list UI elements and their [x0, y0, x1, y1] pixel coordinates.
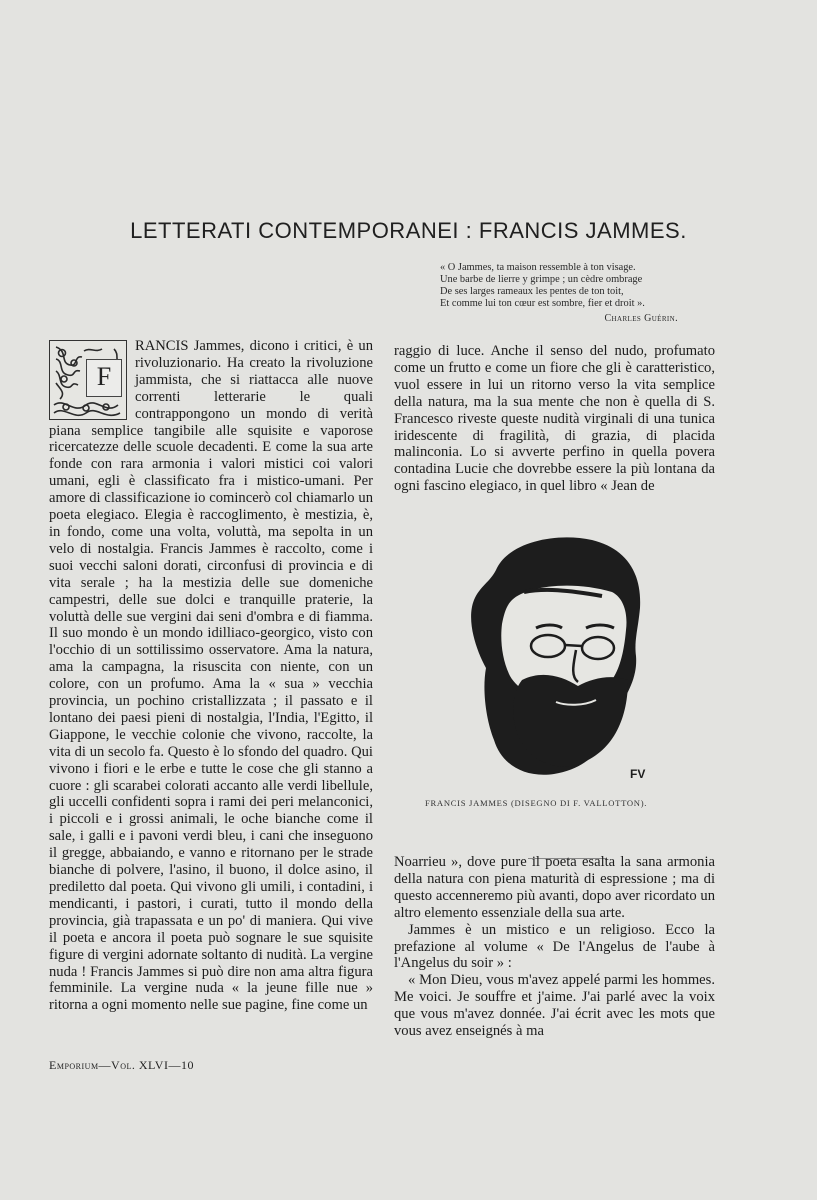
epigraph-line: De ses larges rameaux les pentes de ton toit, — [440, 286, 624, 297]
figure-caption: FRANCIS JAMMES (DISEGNO DI F. VALLOTTON). — [425, 798, 648, 808]
right-column-bottom — [394, 854, 715, 1040]
portrait-woodcut — [452, 530, 657, 788]
article-title: LETTERATI CONTEMPORANEI : FRANCIS JAMMES. — [130, 217, 687, 243]
epigraph-author: Charles Guérin. — [604, 313, 678, 324]
right-column-paragraph: Jammes è un mistico e un religioso. Ecco la prefazione al volume « De l'Angelus de l'aube à l'Angelus du soir » : — [394, 921, 715, 972]
right-column-top-text: raggio di luce. Anche il senso del nudo, profumato come un frutto e come un fiore che gli è caratteristico, vuol essere in lui un ritorno verso la vita semplice della natura, ma la sua mente che non è quella di S. Francesco riveste queste nudità virginali di una tunica iridescente di fragilità, di grazia, di placida malinconia. Lo si avverte perfino in quella povera contadina Lucie che dovrebbe essere la più lontana da ogni fascino elegiaco, in quel libro « Jean de — [394, 343, 715, 495]
epigraph-line: « O Jammes, ta maison ressemble à ton visage. — [440, 262, 636, 273]
right-column-paragraph: Noarrieu », dove pure il poeta esalta la sana armonia della natura con piena maturità di espressione ; ma di questo accenneremo più avanti, dopo aver ricordato un altro elemento essenziale della sua arte. — [394, 854, 715, 921]
page-footer: Emporium—Vol. XLVI—10 — [49, 1058, 194, 1072]
left-column-text: RANCIS Jammes, dicono i critici, è un rivoluzionario. Ha creato la rivoluzione jammista, che si riattacca alle nuove correnti letterarie le quali contrappongono un mondo di verità piana semplice tangibile alle squisite e vaporose ricercatezze delle scuole decadenti. E come la sua arte fonde con rara armonia i valori mistici coi valori umani, egli è classificato fra i mistico-umani. Per amore di classificazione io comincerò col chiamarlo un poeta elegiaco. Elegia è raccoglimento, è mestizia, è, in fondo, come una volta, voluttà, ma sepolta in un velo di nostalgia. Francis Jammes è raccolto, come i suoi vecchi saloni dorati, circonfusi di provincia e di vita serale ; ha la mestizia delle sue domeniche campestri, delle sue dolci e tranquille praterie, la voluttà delle sue vergini dai seni d'ombra e di fiamma. Il suo mondo è un mondo idilliaco-georgico, visto con l'occhio di un sottilissimo osservatore. Ama la natura, ama la campagna, la risuscita con niente, con un colore, con un profumo. Ama la « sua » vecchia provincia, un pochino cristallizzata ; il passato e il lontano dei paesi pieni di nostalgia, l'India, l'Egitto, il Giappone, le vecchie colonie che vivono, raccolte, la vita di un secolo fa. Questo è lo sfondo del quadro. Qui vivono i fiori e le erbe e tutte le cose che gli stanno a cuore : gli scarabei colorati accanto alle verdi libellule, gli uccelli confidenti sopra i rami dei peri melanconici, i piccoli e i grossi animali, le oche bianche come il sale, i galli e i pavoni verdi bleu, i cani che inseguono il gregge, abbaiando, e vanno e ritornano per le strade bianche di polvere, l'asino, il buono, il dolce asino, il prediletto dal poeta. Qui vivono gli umili, i contadini, i mendicanti, i pastori, i curati, tutto il mondo della provincia, già trapassata e un po' di maniera. Qui vive il poeta e ancora il poeta può sognare le sue squisite figure di vergini adornate soltanto di nudità. La vergine nuda ! Francis Jammes si può dire non ama altra figura femminile. La vergine nuda « la jeune fille nue » ritorna a ogni momento nelle sue pagine, fine come un — [49, 338, 373, 1014]
right-column-paragraph: « Mon Dieu, vous m'avez appelé parmi les hommes. Me voici. Je souffre et j'aime. J'ai parlé avec la voix que vous m'avez donnée. J'ai écrit avec les mots que vous avez enseignés à ma — [394, 972, 715, 1040]
epigraph — [440, 262, 700, 325]
ornamental-initial — [49, 340, 127, 420]
monogram: FV — [630, 767, 646, 781]
right-column-top — [394, 343, 715, 495]
epigraph-line: Et comme lui ton cœur est sombre, fier et droit ». — [440, 298, 645, 309]
left-column — [49, 338, 373, 1014]
dropcap-letter: F — [86, 359, 122, 397]
epigraph-line: Une barbe de lierre y grimpe ; un cèdre ombrage — [440, 274, 643, 285]
